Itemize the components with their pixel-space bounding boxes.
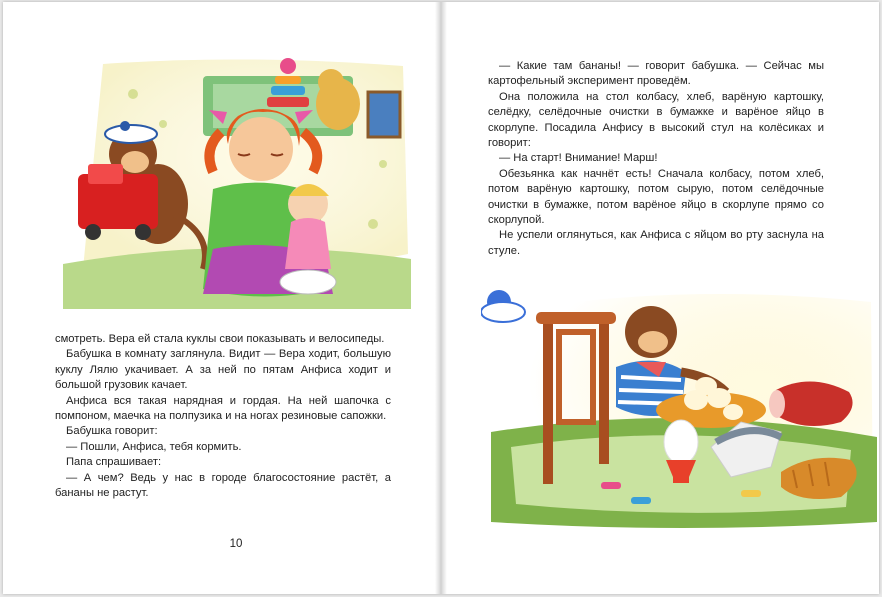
right-page — [441, 2, 879, 594]
page-number: 10 — [229, 538, 243, 550]
paragraph: Не успели оглянуться, как Анфиса с яйцом во рту заснула на стуле. — [488, 229, 824, 257]
paragraph: Она положила на стол колбасу, хлеб, варёную картошку, селёдку, селёдочные очистки в бумажке и варёное яйцо в скорлупе. Посадила Анфису в высокий стул на колёсиках и говорит: — [488, 90, 824, 150]
paragraph: Бабушка в комнату заглянула. Видит — Вера ходит, большую куклу Лялю укачивает. А за ней по пятам Анфиса ходит и большой грузовик качает. — [55, 348, 391, 392]
paragraph: Анфиса вся такая нарядная и гордая. На ней шапочка с помпоном, маечка на полпузика и на ногах резиновые сапожки. — [55, 394, 391, 423]
book-gutter — [435, 2, 447, 594]
paragraph: — На старт! Внимание! Марш! — [499, 152, 658, 165]
left-page — [3, 2, 441, 594]
paragraph: — А чем? Ведь у нас в городе благосостояние растёт, а бананы не растут. — [55, 471, 391, 500]
paragraph: смотреть. Вера ей стала куклы свои показывать и велосипеды. — [55, 333, 385, 345]
right-page-text — [488, 59, 824, 259]
monkey-eating-at-table-illustration — [481, 272, 877, 532]
left-page-text — [55, 332, 391, 501]
paragraph: — Пошли, Анфиса, тебя кормить. — [66, 440, 242, 453]
book-spread — [3, 2, 879, 594]
paragraph: Папа спрашивает: — [66, 456, 162, 469]
paragraph: — Какие там бананы! — говорит бабушка. — Сейчас мы картофельный эксперимент проведём. — [488, 60, 824, 88]
girl-with-doll-and-monkey-illustration — [63, 54, 411, 309]
paragraph: Обезьянка как начнёт есть! Сначала колбасу, потом хлеб, потом варёную картошку, потом сырую, потом селёдочные очистки в бумажке, потом варёное яйцо в скорлупе прямо со скорлупой. — [488, 167, 824, 227]
paragraph: Бабушка говорит: — [66, 425, 158, 438]
